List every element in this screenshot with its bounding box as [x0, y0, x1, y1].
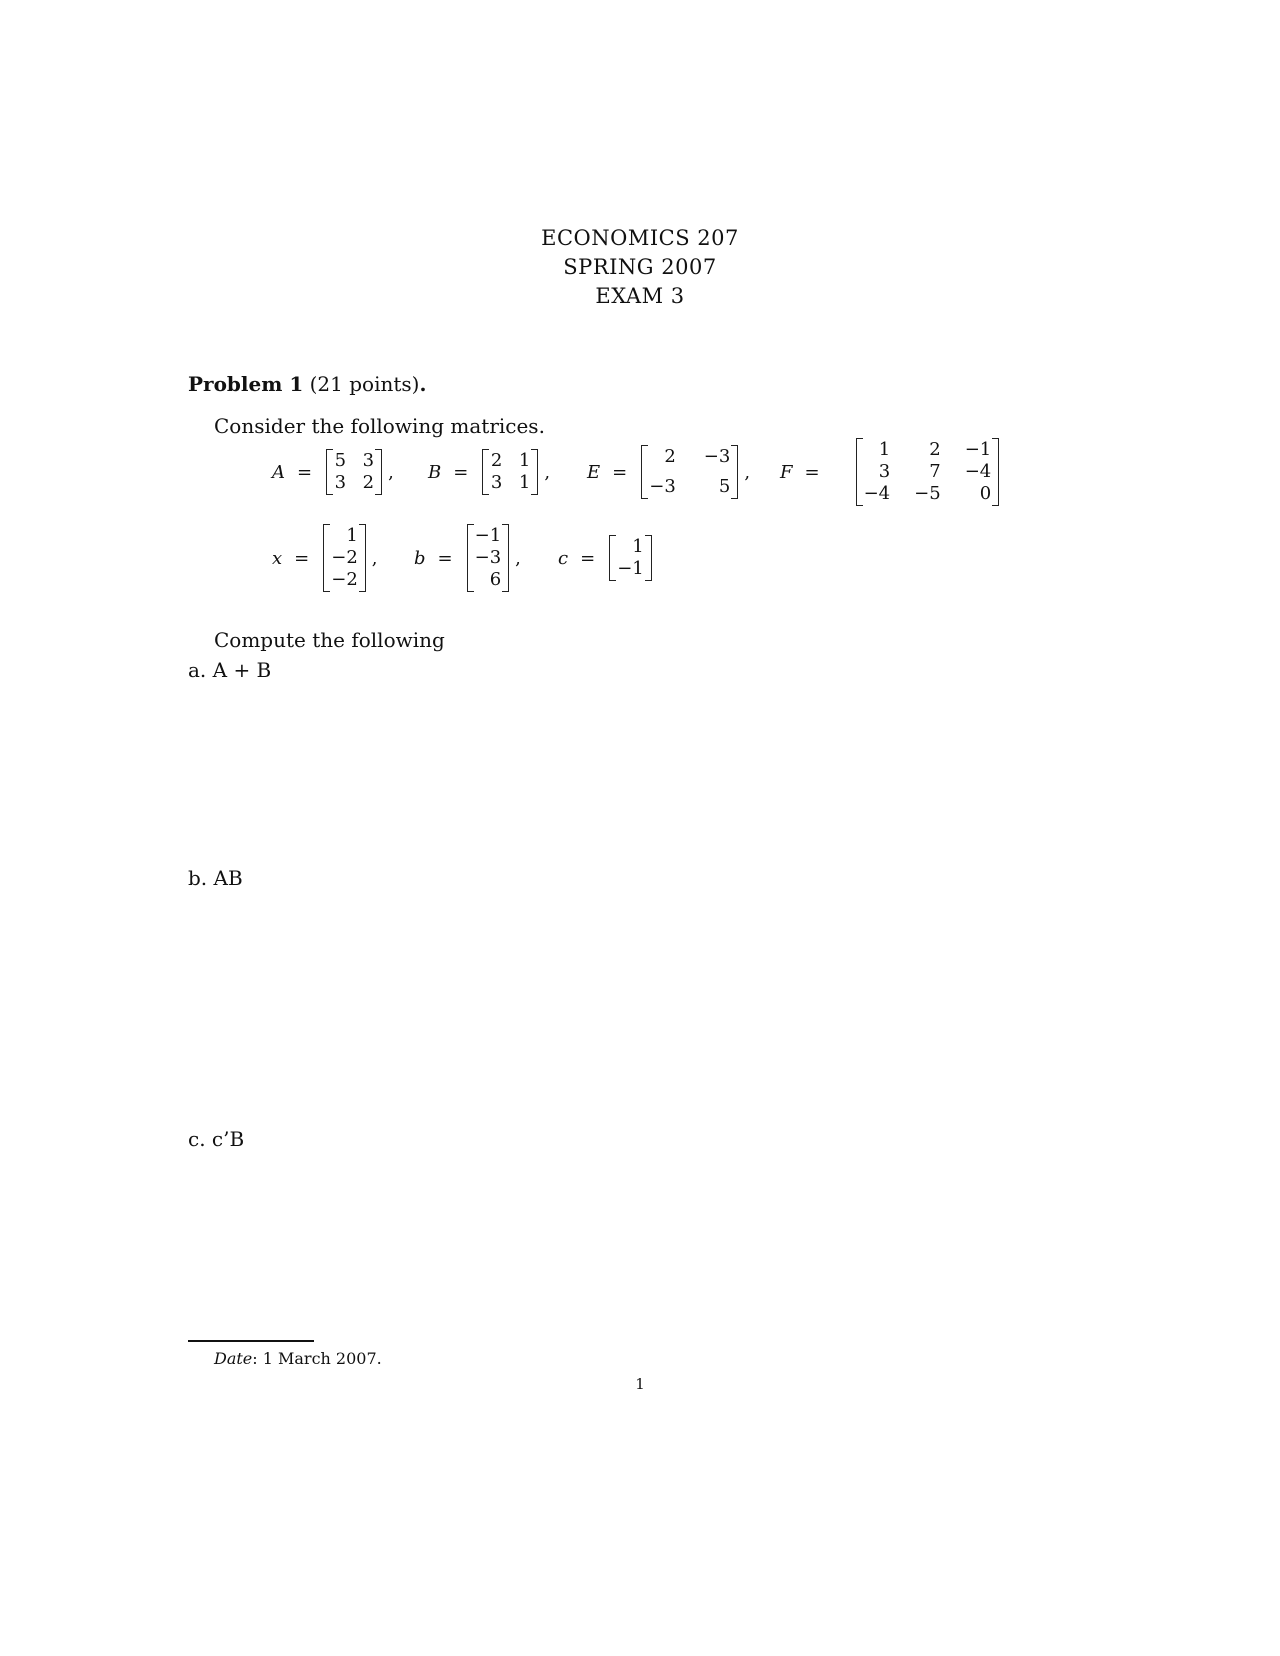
compute-instruction: Compute the following — [214, 628, 445, 652]
problem-label: Problem 1 — [188, 372, 304, 396]
page-number: 1 — [635, 1375, 645, 1393]
matrix-F-cell: 7 — [929, 461, 941, 482]
matrix-E — [641, 445, 738, 499]
vector-x — [323, 524, 366, 592]
matrix-F-label: F — [780, 461, 793, 483]
matrix-A — [326, 449, 382, 495]
exam-term: SPRING 2007 — [563, 255, 717, 279]
part-a: a. A + B — [188, 658, 272, 682]
matrix-A-cell: 3 — [334, 472, 347, 493]
exam-number: EXAM 3 — [595, 284, 685, 308]
matrix-E-label: E — [587, 461, 601, 483]
matrix-A-label: A — [272, 461, 285, 483]
matrix-F-cell: 0 — [979, 483, 992, 504]
matrix-x-cell: −2 — [331, 569, 358, 590]
matrix-F-cell: −4 — [964, 461, 992, 482]
footnote-rule — [188, 1340, 314, 1342]
vector-x-equation: x = 1 −2 −2 , — [272, 525, 378, 590]
vector-b-label: b — [414, 547, 426, 569]
vector-b-equation: b = −1 −3 6 , — [414, 525, 521, 590]
matrix-F-cell: −1 — [964, 439, 992, 460]
matrix-E-cell: −3 — [703, 446, 731, 467]
matrix-E-cell: 5 — [718, 476, 731, 497]
matrix-x-cell: 1 — [346, 525, 358, 546]
problem-points: (21 points) — [309, 372, 420, 396]
matrix-c-cell: 1 — [632, 536, 644, 557]
matrix-F-equation: F = 1 2 −1 3 7 −4 −4 −5 0 — [780, 438, 999, 506]
matrix-B — [482, 449, 538, 495]
matrix-B-equation: B = 2 1 3 1 , — [428, 450, 551, 493]
matrix-A-cell: 5 — [334, 450, 347, 471]
matrix-F-cell: 1 — [878, 439, 891, 460]
matrix-B-cell: 3 — [490, 472, 503, 493]
vector-b — [467, 524, 510, 592]
vector-x-label: x — [272, 547, 283, 569]
exam-course-title: ECONOMICS 207 — [541, 226, 739, 250]
matrix-F-cell: 3 — [878, 461, 891, 482]
matrix-A-equation: A = 5 3 3 2 , — [272, 450, 394, 493]
matrix-F-cell: −5 — [914, 483, 941, 504]
matrix-A-cell: 3 — [362, 450, 375, 471]
matrix-c-cell: −1 — [617, 558, 644, 579]
problem-period: . — [419, 372, 427, 396]
matrix-B-cell: 1 — [518, 472, 531, 493]
problem-heading — [188, 372, 426, 396]
footnote-label: Date — [214, 1349, 253, 1368]
matrix-B-cell: 1 — [518, 450, 531, 471]
matrix-A-cell: 2 — [362, 472, 375, 493]
matrix-F-cell: −4 — [863, 483, 891, 504]
matrix-b-cell: −3 — [474, 547, 502, 568]
matrix-B-label: B — [428, 461, 442, 483]
matrix-E-cell: −3 — [649, 476, 676, 497]
footnote-text: : 1 March 2007. — [252, 1349, 382, 1368]
matrix-b-cell: 6 — [489, 569, 502, 590]
problem-intro: Consider the following matrices. — [214, 414, 545, 438]
matrix-F — [856, 438, 1000, 506]
vector-c-label: c — [558, 547, 569, 569]
matrix-E-cell: 2 — [664, 446, 676, 467]
part-c: c. c’B — [188, 1127, 245, 1151]
matrix-b-cell: −1 — [474, 525, 502, 546]
matrix-F-cell: 2 — [929, 439, 941, 460]
matrix-E-equation: E = 2 −3 −3 5 , — [587, 446, 751, 497]
part-b: b. AB — [188, 866, 243, 890]
vector-c — [609, 535, 652, 581]
matrix-B-cell: 2 — [490, 450, 503, 471]
matrix-x-cell: −2 — [331, 547, 358, 568]
vector-c-equation: c = 1 −1 — [558, 535, 652, 581]
footnote-date — [214, 1349, 382, 1368]
